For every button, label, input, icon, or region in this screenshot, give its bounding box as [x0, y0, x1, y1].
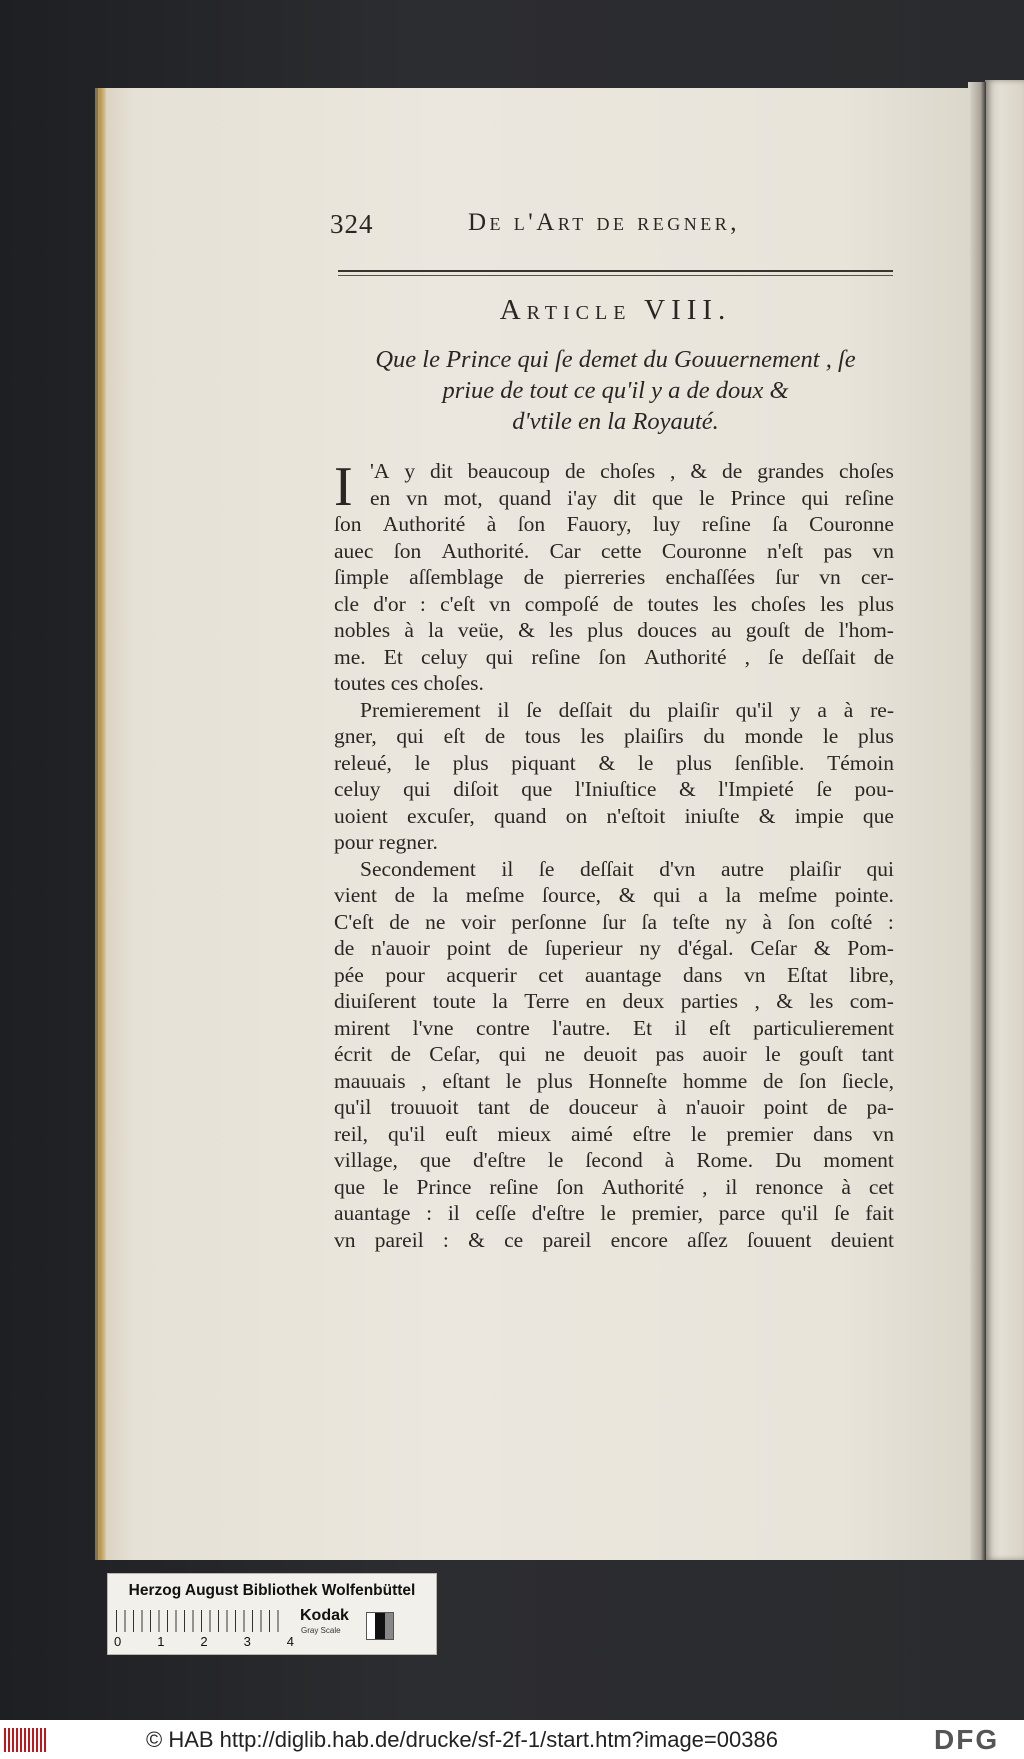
scale-digit: 2 — [200, 1634, 208, 1649]
text-line: Premierement il ſe deſſait du plaiſir qu'il y a à re- — [360, 697, 894, 722]
text-line: Secondement il ſe deſſait d'vn autre plaiſir qui — [360, 856, 894, 881]
kodak-label: Kodak — [300, 1607, 349, 1624]
text-line: pée pour acquerir cet auantage dans vn Eſtat libre, — [334, 962, 894, 987]
text-line: cle d'or : c'eſt vn compoſé de toutes les choſes les plus — [334, 591, 894, 616]
text-line: qu'il trouuoit tant de douceur à n'auoir point de pa- — [334, 1095, 894, 1119]
text-line: ſon Authorité à ſon Fauory, luy reſine ſa Couronne — [334, 512, 894, 536]
text-line: reil, qu'il euſt mieux aimé eſtre le premier dans vn — [334, 1121, 894, 1146]
running-title: De l'Art de regner, — [468, 209, 741, 236]
subtitle-line: Que le Prince qui ſe demet du Gouuernement , ſe — [375, 346, 856, 373]
drop-initial: I — [334, 456, 353, 518]
text-line: mauuais , eſtant le plus Honneſte homme de ſon ſiecle, — [334, 1068, 894, 1093]
text-line: que le Prince reſine ſon Authorité , il renonce à cet — [334, 1174, 894, 1199]
article-heading: Article VIII. — [499, 294, 732, 326]
library-name: Herzog August Bibliothek Wolfenbüttel — [128, 1582, 416, 1599]
dfg-logo: DFG — [934, 1724, 1000, 1755]
scale-ruler — [116, 1610, 286, 1632]
text-line: celuy qui diſoit que l'Iniuſtice & l'Impieté ſe pou- — [334, 777, 894, 801]
text-line: mirent l'vne contre l'autre. Et il eſt particulierement — [334, 1015, 894, 1040]
text-line: diuiſerent toute la Terre en deux parties , & les com- — [334, 989, 894, 1013]
text-line: vn pareil : & ce pareil encore aſſez ſouuent deuient — [334, 1227, 894, 1252]
facing-page — [985, 80, 1024, 1560]
copyright-url[interactable]: © HAB http://diglib.hab.de/drucke/sf-2f-1/start.htm?image=00386 — [146, 1727, 778, 1752]
gray-scale-label: Gray Scale — [301, 1626, 341, 1635]
text-line: gner, qui eſt de tous les plaiſirs du monde le plus — [334, 724, 894, 748]
text-line: en vn mot, quand i'ay dit que le Prince qui reſine — [370, 485, 894, 510]
text-line: me. Et celuy qui reſine ſon Authorité , ſe deſſait de — [334, 644, 894, 669]
text-line: C'eſt de ne voir perſonne ſur ſa teſte ny à ſon coſté : — [334, 909, 894, 934]
scale-digit: 3 — [243, 1634, 251, 1649]
subtitle-line: priue de tout ce qu'il y a de doux & — [442, 377, 789, 404]
page-header — [330, 209, 890, 249]
scale-digit: 4 — [286, 1634, 294, 1649]
text-line: uoient excuſer, quand on n'eſtoit iniuſte & impie que — [334, 803, 894, 828]
text-line: 'A y dit beaucoup de choſes , & de grandes choſes — [370, 459, 894, 483]
footer-bar — [0, 1720, 1024, 1759]
text-line: écrit de Ceſar, qui ne deuoit pas auoir le gouſt tant — [334, 1042, 894, 1066]
header-rule-thin — [338, 275, 893, 276]
text-line: auantage : il ceſſe d'eſtre le premier, parce qu'il ſe fait — [334, 1201, 894, 1225]
text-line: de n'auoir point de ſuperieur ny d'égal. Ceſar & Pom- — [334, 936, 894, 960]
text-line: ſimple aſſemblage de pierreries enchaſſées ſur vn cer- — [334, 565, 894, 589]
text-line: pour regner. — [334, 830, 438, 854]
subtitle-line: d'vtile en la Royauté. — [512, 408, 719, 435]
text-line: nobles à la veüe, & les plus douces au gouſt de l'hom- — [334, 618, 894, 642]
page-edge — [100, 88, 106, 1560]
body-text — [334, 458, 894, 1253]
scale-digit: 1 — [157, 1634, 165, 1649]
text-line: village, que d'eſtre le ſecond à Rome. Du moment — [334, 1148, 894, 1172]
book-gutter — [968, 82, 986, 1560]
hab-logo-icon — [4, 1728, 46, 1752]
header-rule — [338, 270, 893, 272]
article-subtitle — [338, 344, 893, 437]
page-number: 324 — [330, 209, 374, 239]
scale-digit: 0 — [114, 1634, 122, 1649]
library-label — [107, 1573, 437, 1655]
gray-scale-patch — [366, 1612, 394, 1640]
scale-digits — [114, 1634, 294, 1649]
text-line: auec ſon Authorité. Car cette Couronne n'eſt pas vn — [334, 538, 894, 563]
text-line: toutes ces choſes. — [334, 671, 484, 695]
text-line: vient de la meſme ſource, & qui a la meſme pointe. — [334, 883, 894, 907]
text-line: releué, le plus piquant & le plus ſenſible. Témoin — [334, 750, 894, 775]
